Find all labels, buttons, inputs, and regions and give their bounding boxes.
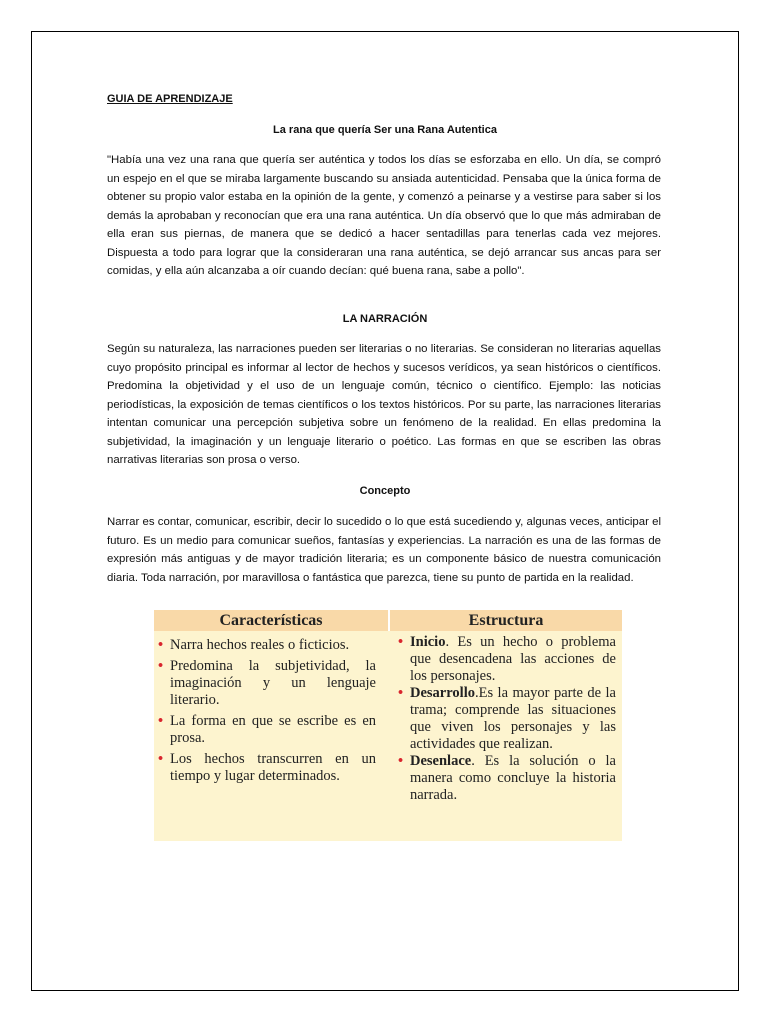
list-item: • Desarrollo.Es la mayor parte de la trama; comprende las situaciones que viven los personajes y las actividades que realizan. bbox=[398, 685, 616, 752]
list-item: • Narra hechos reales o ficticios. bbox=[158, 637, 350, 653]
section-heading-concepto: Concepto bbox=[359, 485, 411, 497]
narracion-paragraph: Según su naturaleza, las narraciones pueden ser literarias o no literarias. Se consideran no literarias aquellas cuyo propósito principal es informar al lector de hechos y sucesos verídicos, ya sean históricos o científicos. Predomina la objetividad y el uso de un lenguaje común, técnico o científico. Ejemplo: las noticias periodísticas, la exposición de temas científicos o los textos históricos. Por su parte, las narraciones literarias intentan comunicar una percepción subjetiva sobre un fenómeno de la realidad. En ellas predomina la subjetividad, la imaginación y un lenguaje literario o poético. Las formas en que se escriben las obras narrativas literarias son prosa o verso. bbox=[107, 343, 661, 466]
table-header-row bbox=[154, 610, 622, 631]
bullet-icon: • bbox=[158, 713, 164, 729]
term-desarrollo: Desarrollo bbox=[410, 685, 475, 701]
concepto-paragraph: Narrar es contar, comunicar, escribir, decir lo sucedido o lo que está sucediendo y, algunas veces, anticipar el futuro. Es un medio para comunicar sueños, fantasías y experiencias. La narración es una de las formas de expresión más antiguas y de mayor tradición literaria; es un componente básico de nuestra comunicación diaria. Toda narración, por maravillosa o fantástica que parezca, tiene su punto de partida en la realidad. bbox=[107, 516, 661, 584]
characteristics-structure-table bbox=[154, 610, 622, 841]
table-body bbox=[154, 631, 622, 804]
bullet-icon: • bbox=[158, 751, 164, 767]
list-item: • Los hechos transcurren en un tiempo y lugar determinados. bbox=[158, 751, 376, 784]
story-title: La rana que quería Ser una Rana Autentica bbox=[273, 124, 497, 136]
list-item: • Desenlace. Es la solución o la manera como concluye la historia narrada. bbox=[398, 753, 616, 803]
caracteristicas-column bbox=[154, 631, 388, 804]
bullet-icon: • bbox=[158, 658, 164, 674]
document-page bbox=[31, 31, 739, 991]
header-estructura: Estructura bbox=[468, 612, 544, 629]
document-title: GUIA DE APRENDIZAJE bbox=[107, 93, 233, 105]
list-item: • Inicio. Es un hecho o problema que desencadena las acciones de los personajes. bbox=[398, 634, 616, 684]
section-heading-narracion: LA NARRACIÓN bbox=[342, 313, 428, 325]
story-paragraph: "Había una vez una rana que quería ser auténtica y todos los días se esforzaba en ello. Un día, se compró un espejo en el que se miraba largamente buscando su ansiada autenticidad. Pensaba que la única forma de obtener su propio valor estaba en la opinión de la gente, y comenzó a peinarse y a vestirse para saber si los demás la aprobaban y reconocían que era una rana auténtica. Un día observó que lo que más admiraban de ella eran sus piernas, de manera que se dedicó a hacer sentadillas para tenerlas cada vez mejores. Dispuesta a todo para lograr que la consideraran una rana auténtica, se dejó arrancar sus ancas para ser comidas, y ella aún alcanzaba a oír cuando decían: qué buena rana, sabe a pollo". bbox=[107, 154, 661, 277]
estructura-column bbox=[388, 631, 622, 804]
list-item: • La forma en que se escribe es en prosa. bbox=[158, 713, 376, 746]
bullet-icon: • bbox=[398, 634, 404, 650]
bullet-icon: • bbox=[158, 637, 164, 653]
term-inicio: Inicio bbox=[410, 634, 446, 650]
bullet-icon: • bbox=[398, 685, 404, 701]
bullet-icon: • bbox=[398, 753, 404, 769]
list-item: • Predomina la subjetividad, la imaginación y un lenguaje literario. bbox=[158, 658, 376, 708]
header-caracteristicas: Características bbox=[154, 610, 390, 631]
term-desenlace: Desenlace bbox=[410, 753, 472, 769]
